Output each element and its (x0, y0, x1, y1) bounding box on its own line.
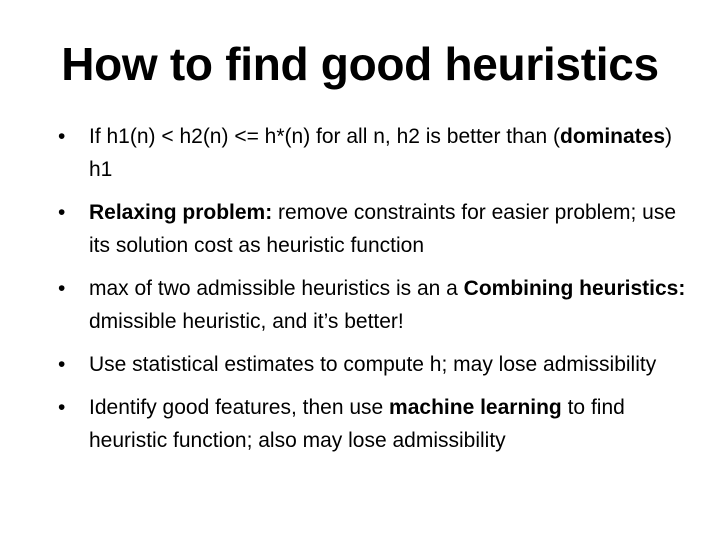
bullet-text-part: ) h1 (89, 125, 673, 181)
bullet-item-statistical-estimates (58, 348, 698, 381)
slide-title: How to find good heuristics (61, 38, 659, 90)
bullet-item-combining-heuristics (58, 272, 698, 338)
bullet-text-part: dmissible heuristic, and it’s better! (89, 310, 404, 333)
bullet-icon: • (58, 125, 66, 148)
bullet-list (58, 120, 698, 467)
bullet-text-emphasis: machine learning (389, 396, 562, 419)
bullet-text-part: Identify good features, then use (89, 396, 390, 419)
bullet-icon: • (58, 201, 66, 224)
bullet-text-part: max of two admissible heuristics is an a (89, 277, 464, 300)
bullet-text-part: to find heuristic function; also may lose admissibility (89, 396, 625, 452)
bullet-item-relaxing-problem (58, 196, 698, 262)
bullet-icon: • (58, 353, 66, 376)
bullet-icon: • (58, 277, 66, 300)
bullet-text-emphasis: dominates (560, 125, 666, 148)
bullet-icon: • (58, 396, 66, 419)
bullet-text-part: If h1(n) < h2(n) <= h*(n) for all n, h2 is better than ( (89, 125, 560, 148)
bullet-text-part: Use statistical estimates to compute h; may lose admissibility (89, 353, 657, 376)
bullet-item-machine-learning (58, 391, 698, 457)
bullet-text-part: remove constraints for easier problem; use its solution cost as heuristic function (89, 201, 677, 257)
bullet-item-dominance (58, 120, 698, 186)
bullet-text-emphasis: Combining heuristics: (463, 277, 686, 300)
bullet-text-emphasis: Relaxing problem: (89, 201, 273, 224)
